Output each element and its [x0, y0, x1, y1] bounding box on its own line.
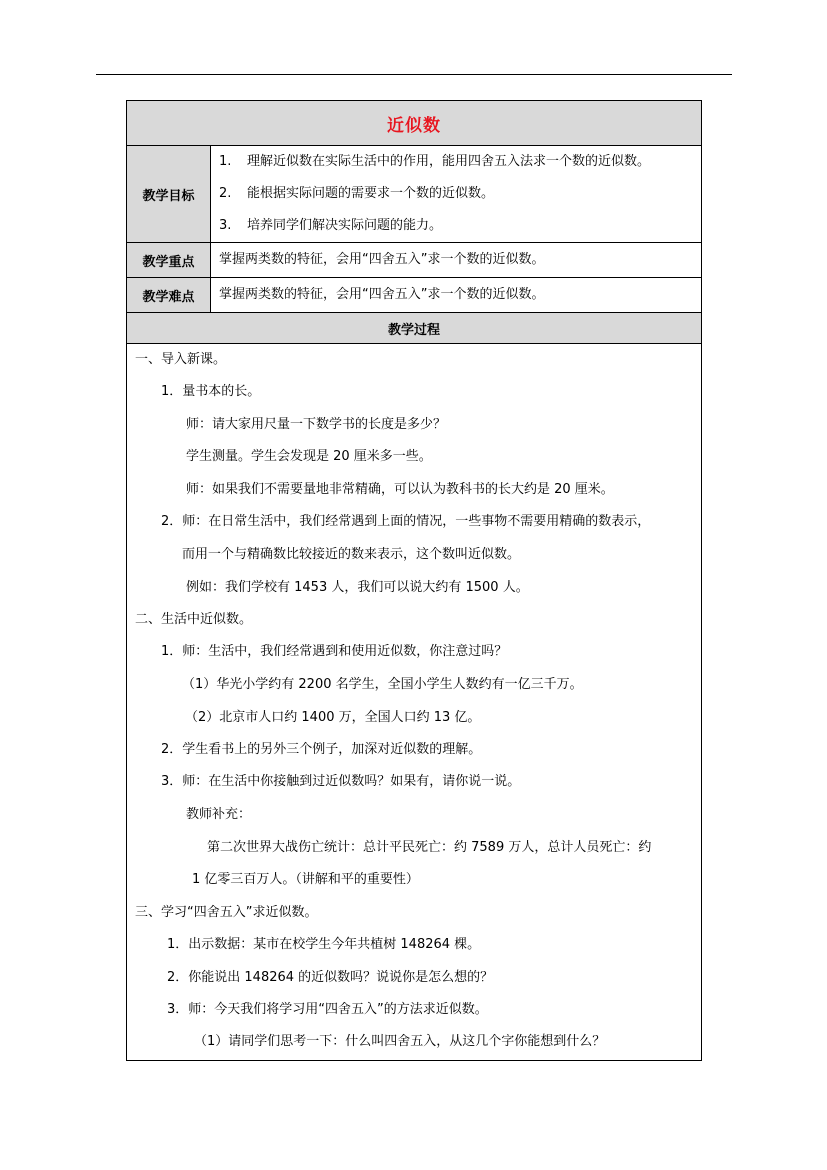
process-line: 而用一个与精确数比较接近的数来表示，这个数叫近似数。: [182, 547, 521, 562]
process-line: 3．师：在生活中你接触到过近似数吗？如果有，请你说一说。: [161, 774, 521, 789]
lesson-plan-table: [126, 100, 702, 1061]
goals-row: [127, 146, 701, 243]
process-line: 2．学生看书上的另外三个例子，加深对近似数的理解。: [161, 742, 482, 757]
process-line: 师：请大家用尺量一下数学书的长度是多少？: [186, 417, 447, 432]
process-title-row: [127, 313, 701, 344]
process-line: 第二次世界大战伤亡统计：总计平民死亡：约 7589 万人，总计人员死亡：约: [207, 840, 652, 855]
process-line: 1 亿零三百万人。（讲解和平的重要性）: [192, 872, 419, 887]
process-line: 学生测量。学生会发现是 20 厘米多一些。: [186, 449, 432, 464]
goal-item: [219, 146, 701, 178]
lesson-title: 近似数: [387, 115, 441, 136]
goals-content: [211, 146, 701, 242]
process-line: 1．出示数据：某市在校学生今年共植树 148264 棵。: [167, 937, 481, 952]
goal-text: 理解近似数在实际生活中的作用，能用四舍五入法求一个数的近似数。: [247, 154, 651, 169]
goal-text: 培养同学们解决实际问题的能力。: [247, 218, 443, 233]
section-heading: 三、学习“四舍五入”求近似数。: [135, 905, 318, 920]
title-row: [127, 101, 701, 146]
goal-text: 能根据实际问题的需要求一个数的近似数。: [247, 186, 495, 201]
key-point-row: [127, 243, 701, 278]
difficulty-label: 教学难点: [127, 278, 211, 312]
process-line: 1．量书本的长。: [161, 384, 261, 399]
process-line: 师：如果我们不需要量地非常精确，可以认为教科书的长大约是 20 厘米。: [186, 482, 614, 497]
header-rule: [96, 74, 732, 75]
key-point-text: 掌握两类数的特征，会用“四舍五入”求一个数的近似数。: [219, 252, 545, 267]
process-line: （1）华光小学约有 2200 名学生，全国小学生人数约有一亿三千万。: [182, 677, 583, 692]
section-heading: 一、导入新课。: [135, 352, 227, 367]
process-line: 教师补充：: [186, 807, 252, 822]
section-heading: 二、生活中近似数。: [135, 612, 253, 627]
process-line: （2）北京市人口约 1400 万，全国人口约 13 亿。: [185, 710, 481, 725]
process-line: 2．师：在日常生活中，我们经常遇到上面的情况，一些事物不需要用精确的数表示，: [161, 514, 651, 529]
process-line: （1）请同学们思考一下：什么叫四舍五入，从这几个字你能想到什么？: [194, 1034, 606, 1049]
key-point-label: 教学重点: [127, 243, 211, 277]
goal-number: 2.: [219, 186, 232, 201]
goal-item: [219, 178, 701, 210]
goal-item: [219, 210, 701, 242]
process-title: 教学过程: [387, 322, 440, 338]
process-line: 3．师：今天我们将学习用“四舍五入”的方法求近似数。: [167, 1002, 488, 1017]
process-line: 1．师：生活中，我们经常遇到和使用近似数，你注意过吗？: [161, 644, 508, 659]
difficulty-row: [127, 278, 701, 313]
goal-number: 3.: [219, 218, 232, 233]
process-line: 2．你能说出 148264 的近似数吗？说说你是怎么想的？: [167, 970, 494, 985]
process-body: [127, 344, 701, 1060]
goals-label: 教学目标: [127, 146, 211, 242]
process-line: 例如：我们学校有 1453 人，我们可以说大约有 1500 人。: [186, 580, 529, 595]
goal-number: 1.: [219, 154, 232, 169]
difficulty-text: 掌握两类数的特征，会用“四舍五入”求一个数的近似数。: [219, 287, 545, 302]
